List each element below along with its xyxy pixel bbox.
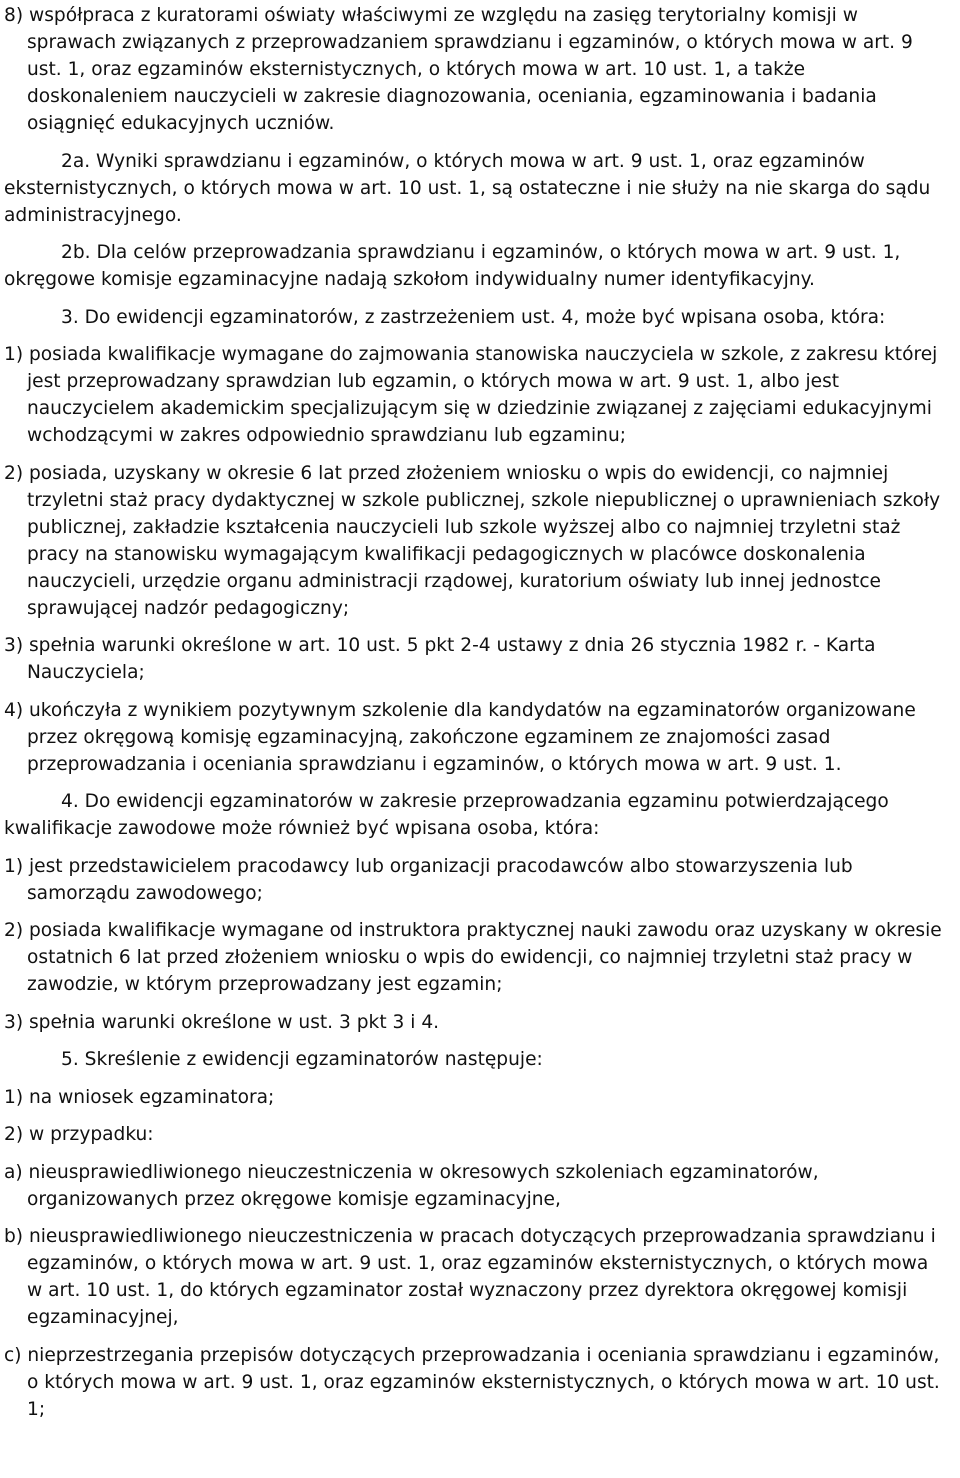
list-item: a) nieusprawiedliwionego nieuczestniczenia w okresowych szkoleniach egzaminatorów, organizowanych przez okręgowe komisje egzaminacyjne, — [4, 1161, 819, 1210]
paragraph: 2a. Wyniki sprawdzianu i egzaminów, o których mowa w art. 9 ust. 1, oraz egzaminów eksternistycznych, o których mowa w art. 10 ust. 1, są ostateczne i nie służy na nie skarga do sądu administracyjnego. — [4, 150, 931, 226]
list-item: 2) posiada kwalifikacje wymagane od instruktora praktycznej nauki zawodu oraz uzyskany w okresie ostatnich 6 lat przed złożeniem wniosku o wpis do ewidencji, co najmniej trzyletni staż pracy w zawodzie, w którym przeprowadzany jest egzamin; — [4, 920, 942, 995]
list-item: 2) posiada, uzyskany w okresie 6 lat przed złożeniem wniosku o wpis do ewidencji, co najmniej trzyletni staż pracy dydaktycznej w szkole publicznej, szkole niepublicznej o uprawnieniach szkoły publicznej, zakładzie kształcenia nauczycieli lub szkole wyższej albo co najmniej trzyletni staż pracy na stanowisku wymagającym kwalifikacji pedagogicznych w placówce doskonalenia nauczycieli, urzędzie organu administracji rządowej, kuratorium oświaty lub innej jednostce sprawującej nadzór pedagogiczny; — [4, 462, 941, 619]
paragraph: 5. Skreślenie z ewidencji egzaminatorów następuje: — [61, 1049, 543, 1070]
list-item: 3) spełnia warunki określone w art. 10 ust. 5 pkt 2-4 ustawy z dnia 26 stycznia 1982 r. - Karta Nauczyciela; — [4, 635, 876, 683]
paragraph: 4. Do ewidencji egzaminatorów w zakresie przeprowadzania egzaminu potwierdzającego kwalifikacje zawodowe może również być wpisana osoba, która: — [4, 791, 889, 839]
paragraph: 2b. Dla celów przeprowadzania sprawdzianu i egzaminów, o których mowa w art. 9 ust. 1, okręgowe komisje egzaminacyjne nadają szkołom indywidualny numer identyfikacyjny. — [4, 242, 901, 290]
list-item: c) nieprzestrzegania przepisów dotyczących przeprowadzania i oceniania sprawdzianu i egzaminów, o których mowa w art. 9 ust. 1, oraz egzaminów eksternistycznych, o których mowa w art. 10 ust. 1; — [4, 1344, 940, 1420]
list-item: 4) ukończyła z wynikiem pozytywnym szkolenie dla kandydatów na egzaminatorów organizowane przez okręgową komisję egzaminacyjną, zakończone egzaminem ze znajomości zasad przeprowadzania i oceniania sprawdzianu i egzaminów, o których mowa w art. 9 ust. 1. — [4, 699, 916, 775]
list-item: 1) jest przedstawicielem pracodawcy lub organizacji pracodawców albo stowarzyszenia lub samorządu zawodowego; — [4, 855, 853, 904]
list-item: b) nieusprawiedliwionego nieuczestniczenia w pracach dotyczących przeprowadzania sprawdzianu i egzaminów, o których mowa w art. 9 ust. 1, oraz egzaminów eksternistycznych, o których mowa w art. 10 ust. 1, do których egzaminator został wyznaczony przez dyrektora okręgowej komisji egzaminacyjnej, — [4, 1226, 936, 1328]
list-item: 2) w przypadku: — [4, 1124, 154, 1145]
list-item: 3) spełnia warunki określone w ust. 3 pkt 3 i 4. — [4, 1011, 440, 1033]
list-item: 1) posiada kwalifikacje wymagane do zajmowania stanowiska nauczyciela w szkole, z zakresu której jest przeprowadzany sprawdzian lub egzamin, o których mowa w art. 9 ust. 1, albo jest nauczycielem akademickim specjalizującym się w dziedzinie związanej z zajęciami edukacyjnymi wchodzącymi w zakres odpowiednio sprawdzianu lub egzaminu; — [4, 344, 938, 446]
list-item: 1) na wniosek egzaminatora; — [4, 1086, 275, 1108]
paragraph: 8) współpraca z kuratorami oświaty właściwymi ze względu na zasięg terytorialny komisji w sprawach związanych z przeprowadzaniem sprawdzianu i egzaminów, o których mowa w art. 9 ust. 1, oraz egzaminów eksternistycznych, o których mowa w art. 10 ust. 1, a także doskonaleniem nauczycieli w zakresie diagnozowania, oceniania, egzaminowania i badania osiągnięć edukacyjnych uczniów. — [4, 5, 913, 134]
paragraph: 3. Do ewidencji egzaminatorów, z zastrzeżeniem ust. 4, może być wpisana osoba, która: — [61, 306, 886, 328]
